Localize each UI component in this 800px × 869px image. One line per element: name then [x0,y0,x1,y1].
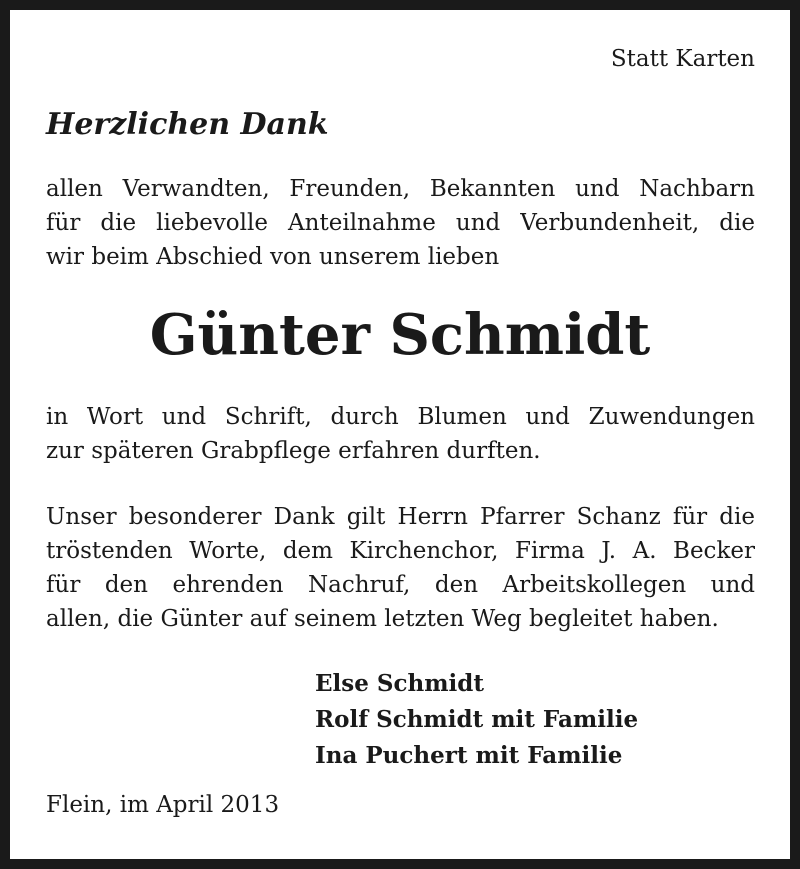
text-line: für den ehrenden Nachruf, den Arbeitskollegen und [46,572,755,598]
top-note: Statt Karten [610,46,755,72]
text-line: tröstenden Worte, dem Kirchenchor, Firma J. A. Becker [46,538,755,564]
paragraph-condolences [46,400,755,468]
text-line: allen Verwandten, Freunden, Bekannten und Nachbarn [46,176,755,202]
paragraph-intro [46,172,755,274]
text-line: in Wort und Schrift, durch Blumen und Zuwendungen [46,404,755,430]
signer: Else Schmidt [315,670,484,697]
paragraph-special-thanks [46,500,755,636]
text-line: Unser besonderer Dank gilt Herrn Pfarrer Schanz für die [46,504,755,530]
text-line: allen, die Günter auf seinem letzten Weg begleitet haben. [46,606,719,632]
deceased-name: Günter Schmidt [149,302,651,368]
thank-you-heading: Herzlichen Dank [46,107,329,142]
text-line: wir beim Abschied von unserem lieben [46,244,500,270]
text-line: für die liebevolle Anteilnahme und Verbundenheit, die [46,210,755,236]
signers [315,666,638,774]
signer: Ina Puchert mit Familie [315,742,623,769]
text-line: zur späteren Grabpflege erfahren durften. [46,438,541,464]
place-date: Flein, im April 2013 [46,792,280,818]
signer: Rolf Schmidt mit Familie [315,706,639,733]
